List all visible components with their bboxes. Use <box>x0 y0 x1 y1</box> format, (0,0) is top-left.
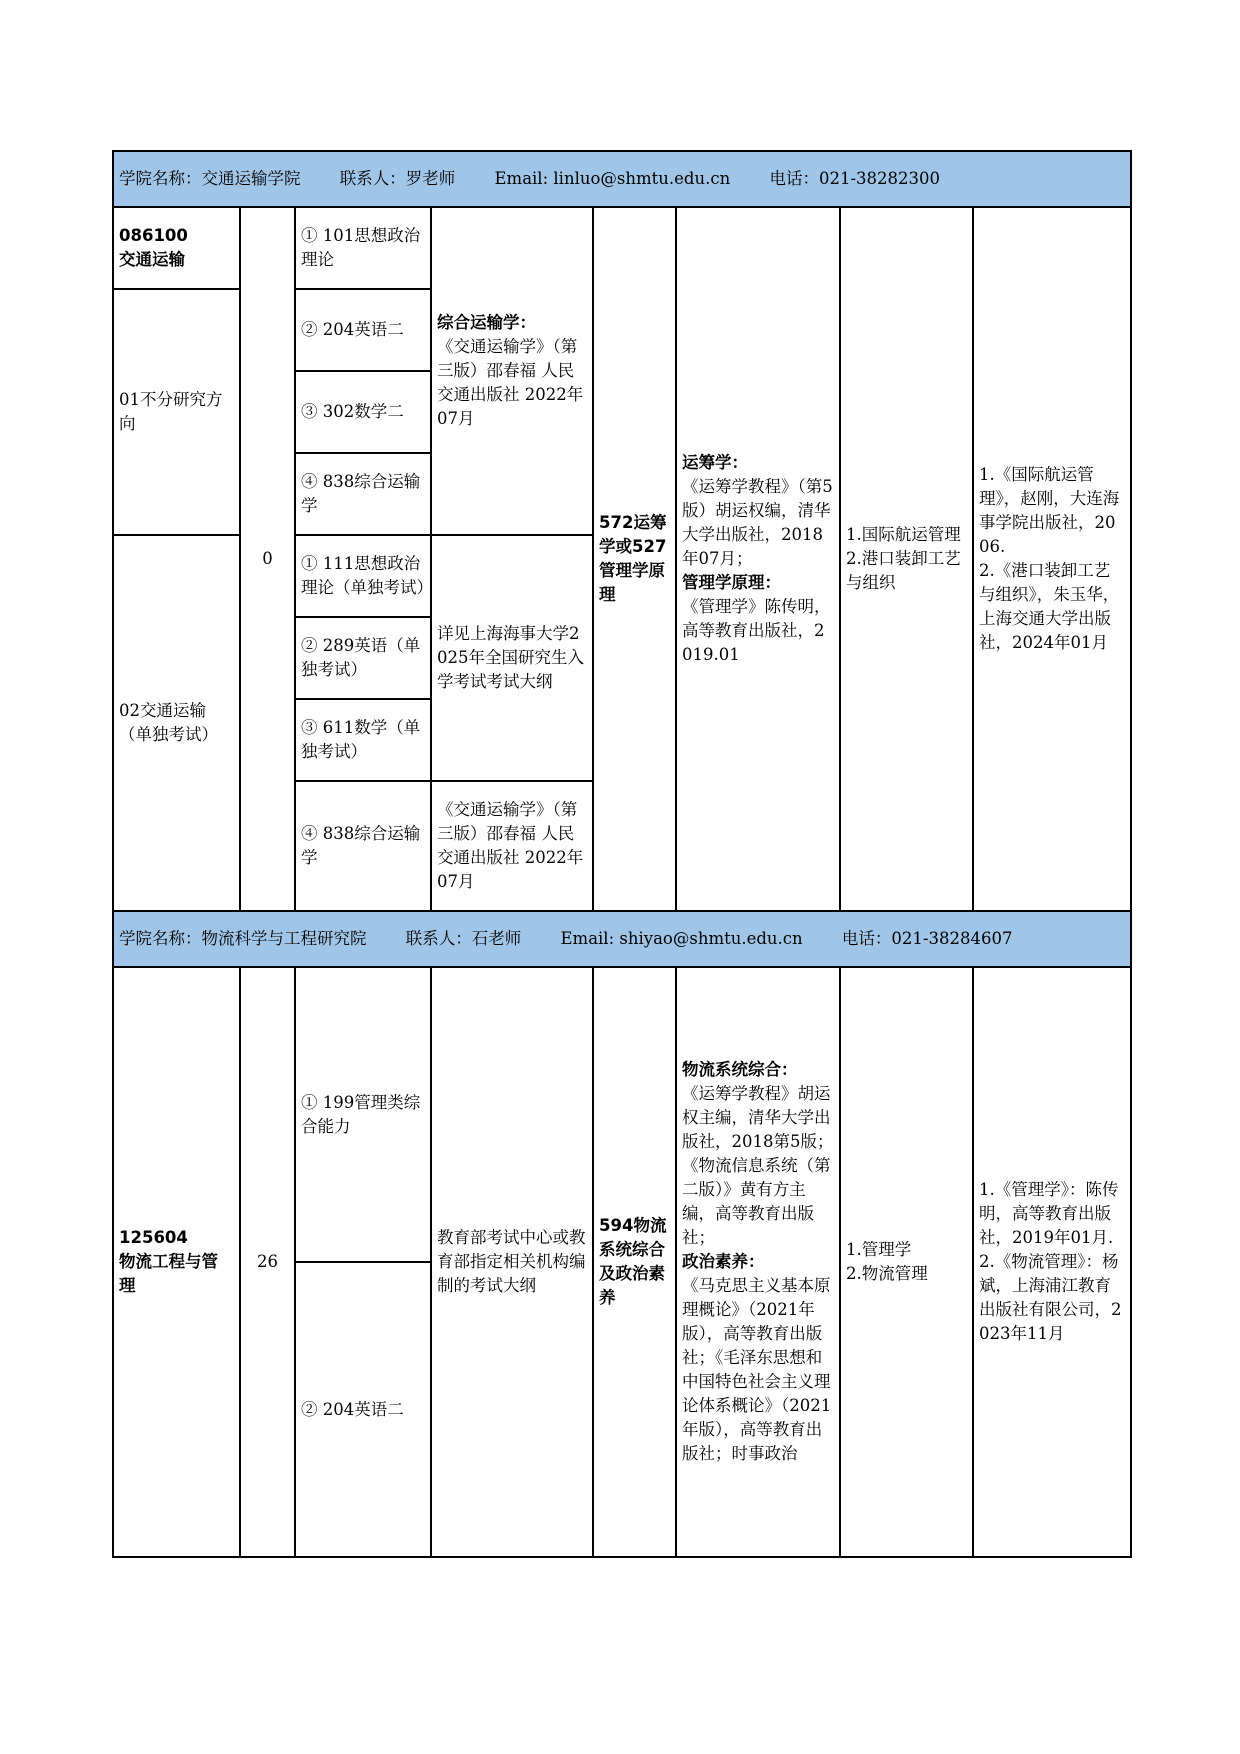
contact-email: Email: shiyao@shmtu.edu.cn <box>560 929 803 948</box>
exam-subject: ④ 838综合运输学 <box>295 453 431 535</box>
additional-reference: 1.《国际航运管理》，赵刚，大连海事学院出版社，2006. <box>979 465 1120 556</box>
additional-references <box>973 207 1131 911</box>
quota-cell: 26 <box>240 967 295 1557</box>
additional-subjects <box>840 207 973 911</box>
ref-title: 综合运输学： <box>437 313 536 332</box>
additional-subject: 2.物流管理 <box>846 1264 928 1283</box>
retest-reference <box>676 207 840 911</box>
college-name: 学院名称：物流科学与工程研究院 <box>119 929 367 948</box>
additional-reference: 2.《港口装卸工艺与组织》，朱玉华，上海交通大学出版社，2024年01月 <box>979 561 1120 652</box>
retest-ref-title: 政治素养： <box>682 1252 765 1271</box>
additional-references <box>973 967 1131 1557</box>
retest-subject: 572运筹学或527管理学原理 <box>593 207 676 911</box>
exam-subject: ② 204英语二 <box>295 1262 431 1557</box>
additional-subject: 1.管理学 <box>846 1240 912 1259</box>
additional-subjects <box>840 967 973 1557</box>
retest-ref-body: 《运筹学教程》（第5版）胡运权编，清华大学出版社，2018年07月； <box>682 477 833 568</box>
research-direction: 01不分研究方向 <box>113 289 240 535</box>
major-cell <box>113 967 240 1557</box>
college-name: 学院名称：交通运输学院 <box>119 169 301 188</box>
exam-subject: ② 204英语二 <box>295 289 431 371</box>
quota-cell: 0 <box>240 207 295 911</box>
major-cell <box>113 207 240 289</box>
exam-subject: ① 101思想政治理论 <box>295 207 431 289</box>
retest-ref-title: 管理学原理： <box>682 573 781 592</box>
exam-subject: ① 199管理类综合能力 <box>295 967 431 1262</box>
exam-reference: 教育部考试中心或教育部指定相关机构编制的考试大纲 <box>431 967 593 1557</box>
retest-ref-body: 《管理学》陈传明，高等教育出版社，2019.01 <box>682 597 831 664</box>
additional-subject: 1.国际航运管理 <box>846 525 961 544</box>
retest-ref-body: 《运筹学教程》胡运权主编，清华大学出版社，2018第5版；《物流信息系统（第二版）》黄有方主编，高等教育出版社； <box>682 1084 834 1247</box>
exam-subject: ② 289英语（单独考试） <box>295 617 431 699</box>
major-name: 交通运输 <box>119 250 185 269</box>
additional-reference: 2.《物流管理》：杨斌，上海浦江教育出版社有限公司，2023年11月 <box>979 1252 1122 1343</box>
exam-subject: ④ 838综合运输学 <box>295 781 431 911</box>
retest-subject: 594物流系统综合及政治素养 <box>593 967 676 1557</box>
retest-reference <box>676 967 840 1557</box>
exam-reference <box>431 207 593 535</box>
exam-subject: ③ 611数学（单独考试） <box>295 699 431 781</box>
college-header <box>113 911 1131 967</box>
contact-phone: 电话：021-38284607 <box>841 929 1013 948</box>
retest-ref-title: 物流系统综合： <box>682 1060 798 1079</box>
admissions-table <box>112 150 1132 1558</box>
contact-person: 联系人：石老师 <box>405 929 522 948</box>
research-direction: 02交通运输（单独考试） <box>113 535 240 911</box>
college-header <box>113 151 1131 207</box>
contact-person: 联系人：罗老师 <box>339 169 456 188</box>
major-code: 086100 <box>119 226 188 245</box>
major-name: 物流工程与管理 <box>119 1252 218 1295</box>
exam-reference: 《交通运输学》（第三版）邵春福 人民交通出版社 2022年07月 <box>431 781 593 911</box>
additional-reference: 1.《管理学》：陈传明，高等教育出版社，2019年01月. <box>979 1180 1119 1247</box>
additional-subject: 2.港口装卸工艺与组织 <box>846 549 961 592</box>
contact-email: Email: linluo@shmtu.edu.cn <box>494 169 731 188</box>
ref-body: 《交通运输学》（第三版）邵春福 人民交通出版社 2022年07月 <box>437 337 584 428</box>
exam-subject: ① 111思想政治理论（单独考试） <box>295 535 431 617</box>
retest-ref-title: 运筹学： <box>682 453 748 472</box>
major-code: 125604 <box>119 1228 188 1247</box>
retest-ref-body: 《马克思主义基本原理概论》（2021年版），高等教育出版社；《毛泽东思想和中国特色社会主义理论体系概论》（2021年版），高等教育出版社；时事政治 <box>682 1276 832 1463</box>
contact-phone: 电话：021-38282300 <box>769 169 941 188</box>
exam-reference: 详见上海海事大学2025年全国研究生入学考试考试大纲 <box>431 535 593 781</box>
exam-subject: ③ 302数学二 <box>295 371 431 453</box>
